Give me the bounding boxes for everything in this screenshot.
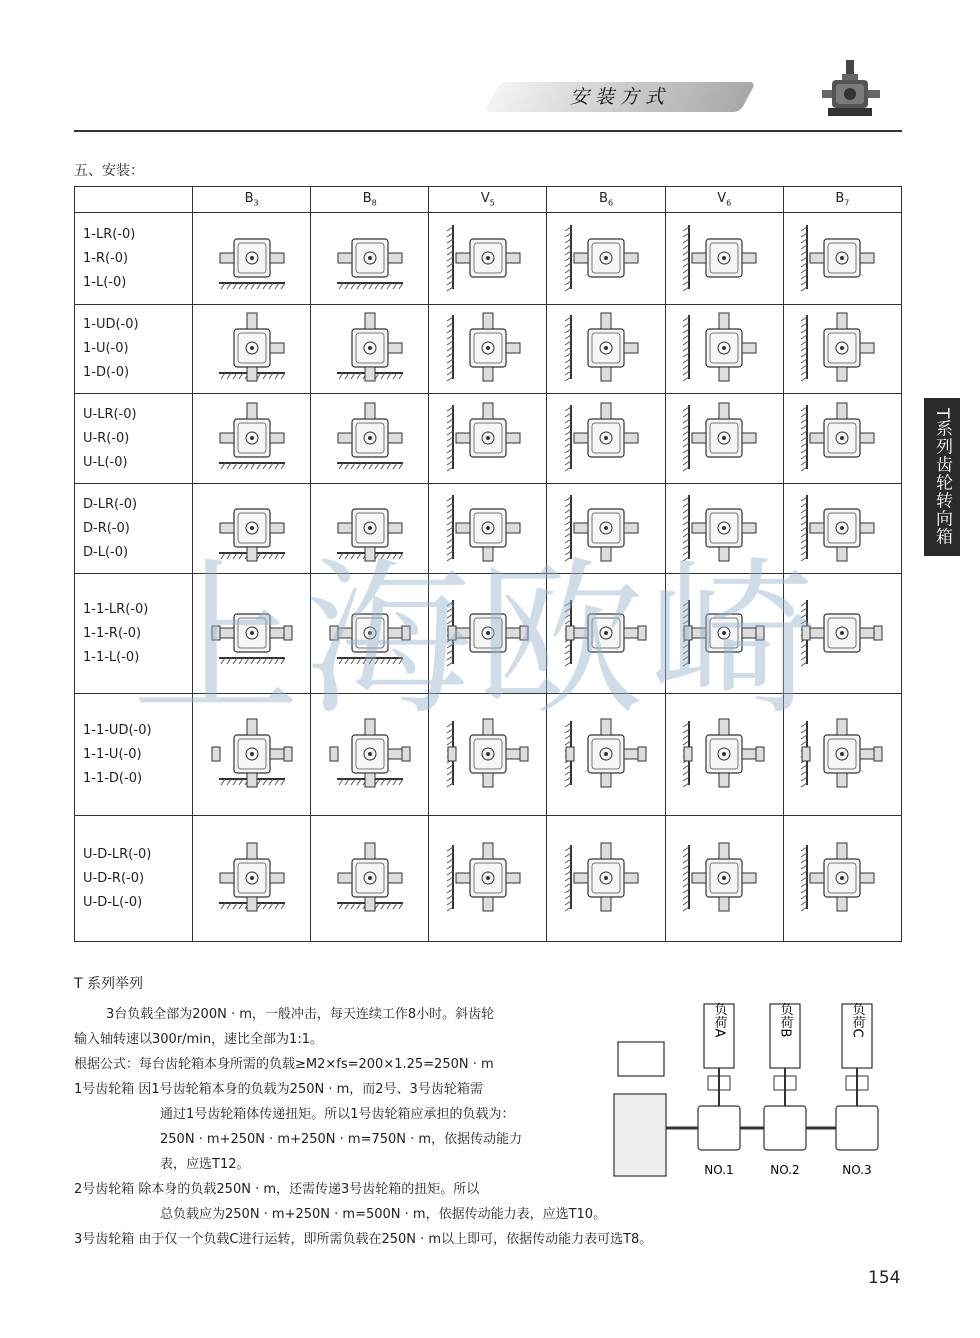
header-rule [74,130,902,132]
mounting-diagram-cell [547,694,665,816]
mounting-diagram-cell [429,394,547,484]
gearbox-mount-drawing-icon [325,399,415,475]
row-label: 1-R(-0) [83,250,129,266]
gearbox-label-2: NO.2 [770,1163,800,1177]
mounting-diagram-cell [311,484,429,574]
mounting-diagram-cell [783,484,901,574]
example-text-line: 3号齿轮箱 由于仅一个负载C进行运转，即所需负载在250N · m以上即可，依据传动能力表可选T8。 [74,1232,653,1247]
mounting-diagram-cell [665,394,783,484]
row-label-cell [75,574,193,694]
watermark: 上海欧崎 [132,542,820,738]
gearbox-mount-drawing-icon [679,219,769,295]
column-header: $B_6$ [547,187,665,213]
gearbox-mount-drawing-icon [561,309,651,385]
mounting-diagram-cell [665,816,783,942]
gearbox-label-3: NO.3 [842,1163,872,1177]
load-label-a: 负荷A [711,1002,727,1038]
gearbox-mount-drawing-icon [797,715,887,791]
gearbox-mount-drawing-icon [561,839,651,915]
mounting-diagram-cell [311,816,429,942]
row-label: D-L(-0) [83,544,129,560]
row-label: U-D-L(-0) [83,894,143,910]
page-title: 安装方式 [569,86,670,108]
section-title: 五、安装： [74,163,144,179]
gearbox-mount-drawing-icon [207,839,297,915]
table-row [75,694,902,816]
row-label: 1-U(-0) [83,341,129,356]
column-header: $V_6$ [665,187,783,213]
mounting-diagram-cell [311,305,429,394]
gearbox-mount-drawing-icon [443,309,533,385]
row-label: U-LR(-0) [83,406,137,422]
reducer-body [614,1094,666,1176]
column-header: $V_5$ [429,187,547,213]
gearbox-mount-drawing-icon [325,219,415,295]
gearbox-mount-drawing-icon [443,715,533,791]
gearbox-mount-drawing-icon [797,489,887,565]
table-header-row [75,187,902,213]
example-text-line: 表，应选T12。 [160,1157,250,1172]
mounting-diagram-cell [665,213,783,305]
mounting-diagram-cell [429,213,547,305]
row-label: 1-LR(-0) [83,226,136,242]
corner-cell [75,187,193,213]
gearbox-mount-drawing-icon [561,594,651,670]
gearbox-mount-drawing-icon [325,839,415,915]
mounting-diagram-cell [429,574,547,694]
mounting-diagram-cell [783,694,901,816]
motor-body [618,1042,664,1076]
gearbox-mount-drawing-icon [797,839,887,915]
column-header: $B_7$ [783,187,901,213]
page-number: 154 [868,1268,901,1288]
gearbox-mount-drawing-icon [443,219,533,295]
row-label: 1-D(-0) [83,365,130,380]
gearbox-mount-drawing-icon [207,219,297,295]
gearbox-mount-drawing-icon [679,489,769,565]
row-label: 1-1-L(-0) [83,649,140,665]
mounting-diagram-cell [783,574,901,694]
mounting-diagram-cell [783,816,901,942]
gearbox-mount-drawing-icon [325,715,415,791]
gearbox-mount-drawing-icon [443,839,533,915]
row-label-cell [75,305,193,394]
mounting-diagram-cell [311,394,429,484]
row-label: 1-L(-0) [83,274,127,290]
row-label: U-L(-0) [83,454,128,470]
mounting-diagram-cell [783,394,901,484]
gearbox-mount-drawing-icon [325,489,415,565]
table-row [75,816,902,942]
row-label: U-D-R(-0) [83,870,145,886]
example-drive-diagram [612,998,902,1184]
gearbox-mount-drawing-icon [325,594,415,670]
mounting-diagram-cell [665,305,783,394]
table-row [75,305,902,394]
row-label-cell [75,816,193,942]
row-label: 1-1-LR(-0) [83,601,149,617]
table-row [75,213,902,305]
mounting-diagram-cell [547,213,665,305]
gearbox-mount-drawing-icon [443,489,533,565]
row-label: 1-1-UD(-0) [83,722,152,738]
column-header: $B_8$ [311,187,429,213]
mounting-diagram-cell [783,213,901,305]
table-row [75,574,902,694]
gearbox-mount-drawing-icon [207,594,297,670]
mounting-diagram-cell [193,574,311,694]
mounting-diagram-cell [193,484,311,574]
gearbox-mount-drawing-icon [325,309,415,385]
mounting-diagram-cell [429,484,547,574]
row-label: 1-1-D(-0) [83,770,143,786]
mounting-diagram-cell [193,213,311,305]
example-text-line: 3台负载全部为200N · m，一般冲击，每天连续工作8小时。斜齿轮 [106,1007,495,1022]
mounting-diagram-cell [429,694,547,816]
column-header: $B_3$ [193,187,311,213]
mounting-diagram-cell [193,305,311,394]
mounting-diagram-cell [193,394,311,484]
mounting-diagram-cell [193,694,311,816]
gearbox-mount-drawing-icon [561,219,651,295]
table-row [75,484,902,574]
row-label: D-LR(-0) [83,496,138,512]
mounting-diagram-cell [665,484,783,574]
mounting-diagram-cell [547,394,665,484]
gearbox-mount-drawing-icon [797,399,887,475]
gearbox-mount-drawing-icon [679,594,769,670]
row-label: 1-1-U(-0) [83,746,142,762]
gearbox-mount-drawing-icon [797,309,887,385]
mounting-diagram-cell [547,574,665,694]
mounting-diagram-cell [311,213,429,305]
gearbox-mount-drawing-icon [443,399,533,475]
gearbox-mount-drawing-icon [207,399,297,475]
gearbox-mount-drawing-icon [207,309,297,385]
load-label-b: 负荷B [777,1002,793,1038]
mounting-diagram-cell [783,305,901,394]
row-label-cell [75,694,193,816]
example-text-line: 1号齿轮箱 因1号齿轮箱本身的负载为250N · m，而2号、3号齿轮箱需 [74,1082,483,1097]
example-text-line: 根据公式：每台齿轮箱本身所需的负载≥M2×fs=200×1.25=250N · m [74,1057,494,1072]
row-label-cell [75,394,193,484]
example-text-line: 250N · m+250N · m+250N · m=750N · m，依据传动能力 [160,1132,523,1147]
gearbox-icon [822,58,882,126]
mounting-diagram-cell [429,816,547,942]
mounting-diagram-cell [193,816,311,942]
row-label: 1-1-R(-0) [83,625,142,641]
gearbox-mount-drawing-icon [207,489,297,565]
mounting-diagram-cell [665,694,783,816]
gearbox-mount-drawing-icon [443,594,533,670]
mounting-diagram-cell [547,305,665,394]
example-text-line: 通过1号齿轮箱体传递扭矩。所以1号齿轮箱应承担的负载为： [160,1107,515,1122]
mounting-diagram-cell [311,694,429,816]
example-text-line: 总负载应为250N · m+250N · m=500N · m，依据传动能力表，应选T10。 [160,1207,607,1222]
example-text-line: 输入轴转速以300r/min，速比全部为1:1。 [74,1032,323,1047]
gearbox-mount-drawing-icon [797,594,887,670]
mounting-table [74,186,902,942]
gearbox-mount-drawing-icon [207,715,297,791]
gearbox-mount-drawing-icon [561,399,651,475]
mounting-diagram-cell [547,484,665,574]
gearbox-mount-drawing-icon [679,399,769,475]
side-chapter-tab[interactable]: T系列齿轮转向箱 [924,398,960,556]
gearbox-mount-drawing-icon [679,839,769,915]
gearbox-mount-drawing-icon [679,309,769,385]
mounting-diagram-cell [429,305,547,394]
table-row [75,394,902,484]
row-label: U-D-LR(-0) [83,846,152,862]
example-text-line: 2号齿轮箱 除本身的负载250N · m，还需传递3号齿轮箱的扭矩。所以 [74,1182,480,1197]
row-label: D-R(-0) [83,520,130,536]
row-label: 1-UD(-0) [83,317,139,332]
mounting-diagram-cell [547,816,665,942]
row-label-cell [75,484,193,574]
gearbox-mount-drawing-icon [561,715,651,791]
gearbox-mount-drawing-icon [797,219,887,295]
mounting-diagram-cell [311,574,429,694]
row-label-cell [75,213,193,305]
example-title: T 系列举列 [74,976,144,992]
mounting-diagram-cell [665,574,783,694]
row-label: U-R(-0) [83,430,130,446]
gearbox-label-1: NO.1 [704,1163,734,1177]
gearbox-mount-drawing-icon [561,489,651,565]
load-label-c: 负荷C [849,1002,865,1038]
gearbox-mount-drawing-icon [679,715,769,791]
